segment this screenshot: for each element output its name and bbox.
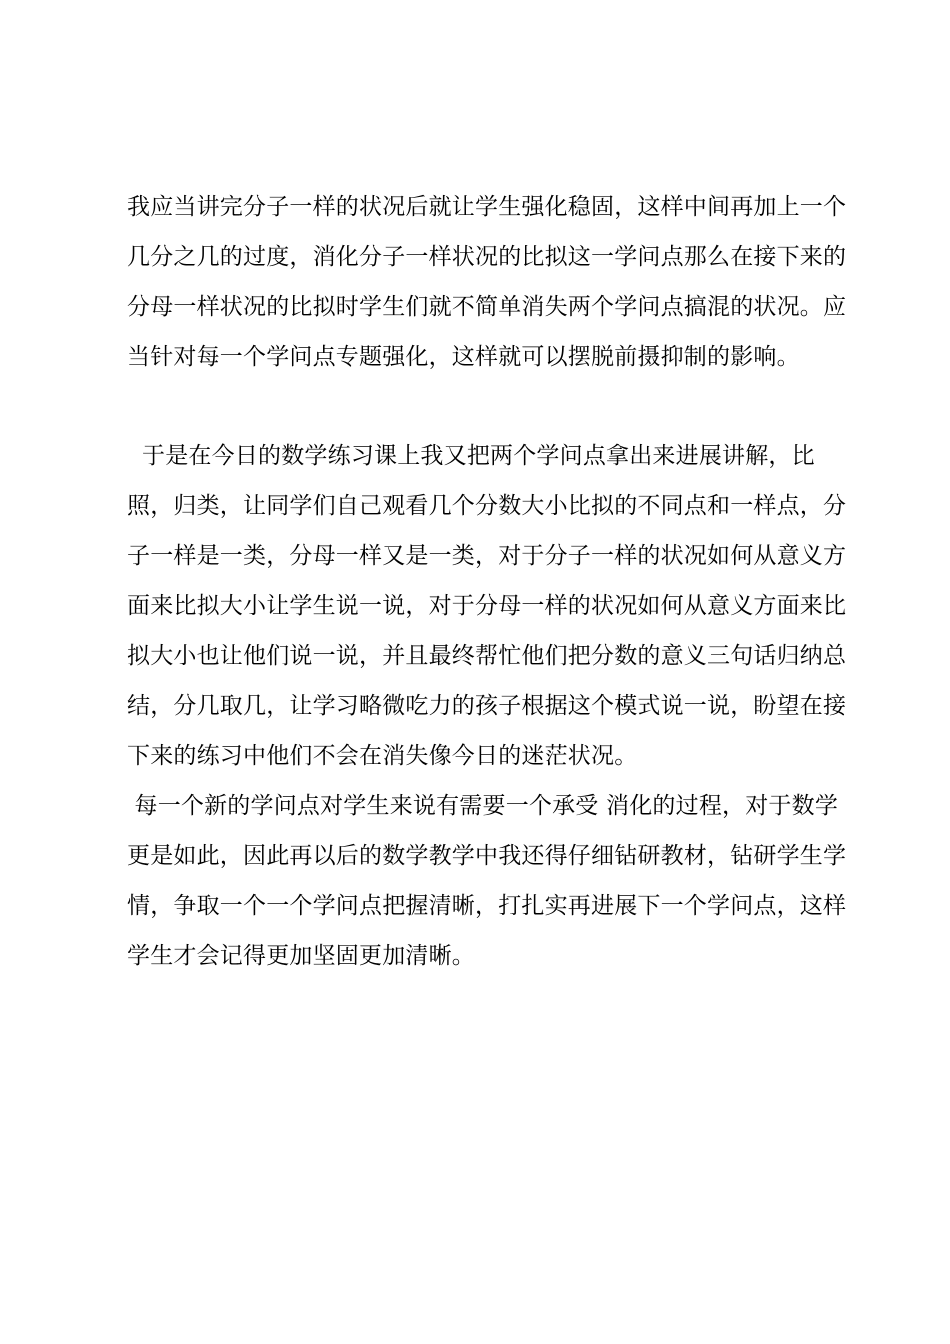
paragraph-line: 结，分几取几，让学习略微吃力的孩子根据这个模式说一说，盼望在接 — [127, 693, 847, 719]
paragraph-line: 面来比拟大小让学生说一说，对于分母一样的状况如何从意义方面来比 — [127, 593, 847, 619]
paragraph-line: 情，争取一个一个学问点把握清晰，打扎实再进展下一个学问点，这样 — [127, 893, 847, 919]
paragraph-line: 学生才会记得更加坚固更加清晰。 — [127, 943, 475, 969]
paragraph-line: 更是如此，因此再以后的数学教学中我还得仔细钻研教材，钻研学生学 — [127, 843, 847, 869]
paragraph-line: 每一个新的学问点对学生来说有需要一个承受 消化的过程，对于数学 — [127, 793, 839, 819]
paragraph-line: 当针对每一个学问点专题强化，这样就可以摆脱前摄抑制的影响。 — [127, 344, 800, 370]
paragraph-line: 下来的练习中他们不会在消失像今日的迷茫状况。 — [127, 743, 638, 769]
paragraph-line: 于是在今日的数学练习课上我又把两个学问点拿出来进展讲解，比 — [127, 443, 815, 469]
paragraph-line: 分母一样状况的比拟时学生们就不简单消失两个学问点搞混的状况。应 — [127, 294, 847, 320]
paragraph-line: 照，归类，让同学们自己观看几个分数大小比拟的不同点和一样点，分 — [127, 493, 847, 519]
paragraph-line: 子一样是一类，分母一样又是一类，对于分子一样的状况如何从意义方 — [127, 543, 847, 569]
paragraph-spacer — [127, 382, 833, 431]
paragraph-line: 拟大小也让他们说一说，并且最终帮忙他们把分数的意义三句话归纳总 — [127, 643, 847, 669]
paragraph-3 — [127, 781, 847, 981]
paragraph-2 — [127, 431, 847, 781]
paragraph-line: 我应当讲完分子一样的状况后就让学生强化稳固，这样中间再加上一个 — [127, 194, 847, 220]
document-body — [127, 182, 847, 981]
paragraph-line: 几分之几的过度，消化分子一样状况的比拟这一学问点那么在接下来的 — [127, 244, 847, 270]
paragraph-1 — [127, 182, 847, 382]
